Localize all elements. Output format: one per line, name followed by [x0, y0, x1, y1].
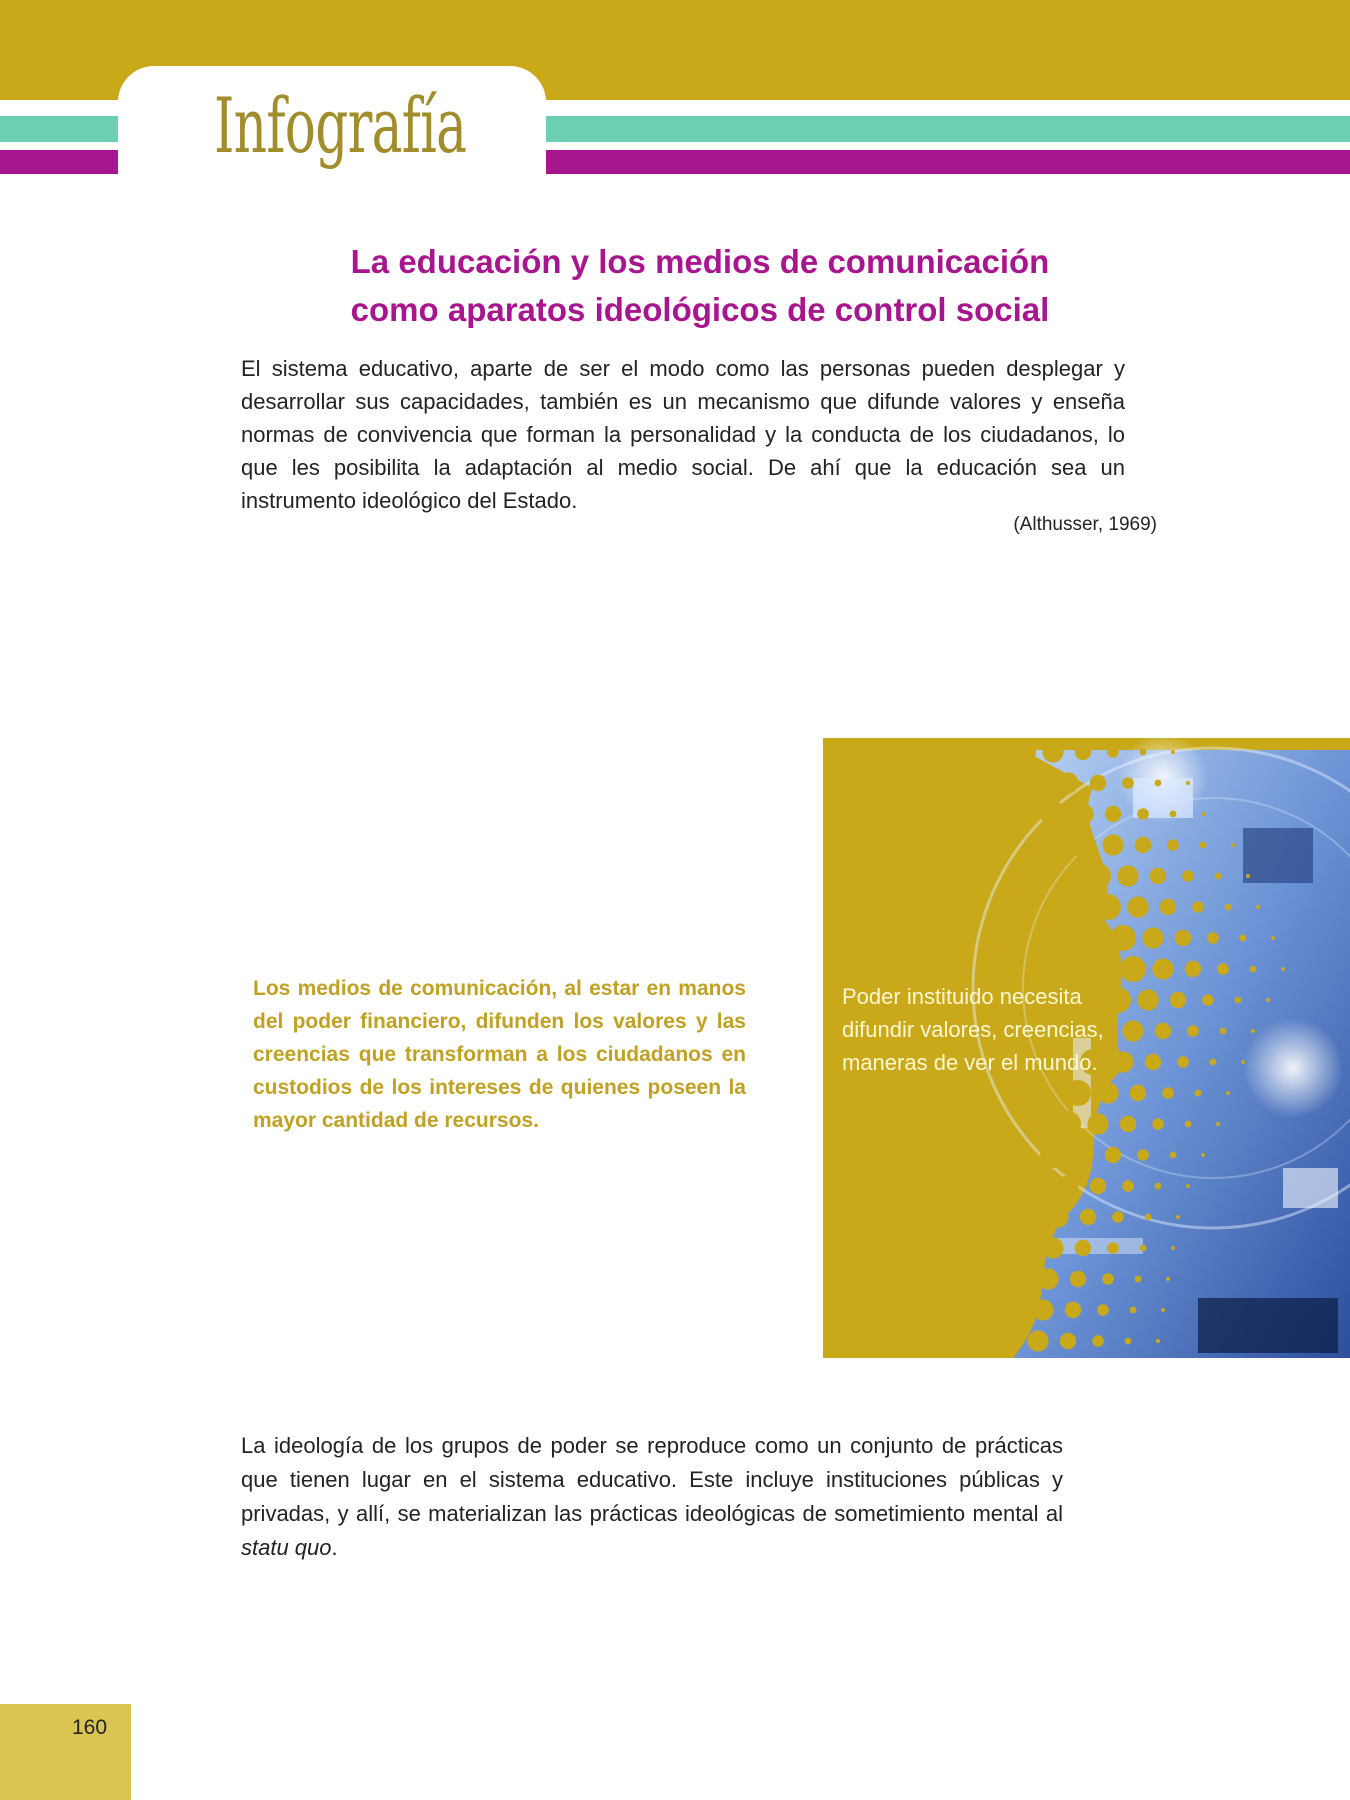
halftone-dot — [1065, 1302, 1081, 1318]
halftone-dot — [1057, 1175, 1078, 1196]
halftone-dot — [1112, 1051, 1133, 1072]
halftone-dot — [1075, 744, 1091, 760]
light-glow-right — [1243, 1018, 1343, 1118]
halftone-dot — [1060, 1333, 1076, 1349]
halftone-dot — [1177, 1056, 1189, 1068]
halftone-dot — [1120, 956, 1146, 982]
halftone-dot — [1040, 1142, 1066, 1168]
halftone-dot — [1220, 1028, 1227, 1035]
media-quote: Los medios de comunicación, al estar en manos del poder financiero, difunden los valores y las creencias que transforman a los ciudadanos en custodios de los intereses de quienes poseen la mayor cantidad de recursos. — [253, 977, 746, 1132]
halftone-dot — [1137, 1149, 1149, 1161]
halftone-dot — [1027, 1330, 1048, 1351]
halftone-dot — [1182, 870, 1194, 882]
halftone-dot — [1072, 803, 1093, 824]
halftone-dot — [1170, 811, 1177, 818]
halftone-dot — [1225, 904, 1232, 911]
closing-italic-term: statu quo — [241, 1535, 332, 1560]
halftone-dot — [1120, 1116, 1136, 1132]
halftone-dot — [1107, 1242, 1119, 1254]
halftone-dot — [1152, 1118, 1164, 1130]
halftone-dot — [1000, 1297, 1026, 1323]
halftone-dot — [1117, 865, 1138, 886]
halftone-dot — [1010, 1235, 1036, 1261]
halftone-dot — [1187, 1025, 1199, 1037]
halftone-dot — [1176, 1215, 1180, 1219]
halftone-dot — [1110, 925, 1136, 951]
halftone-dot — [1166, 1277, 1170, 1281]
halftone-dot — [1005, 1266, 1031, 1292]
halftone-dot — [1226, 1091, 1230, 1095]
halftone-dot — [1140, 1245, 1147, 1252]
section-title: Infografía — [214, 81, 467, 170]
halftone-dot — [1202, 994, 1214, 1006]
halftone-dot — [1097, 1082, 1118, 1103]
closing-text: La ideología de los grupos de poder se reproduce como un conjunto de prácticas que tienen lugar en el sistema educativo. Este incluye instituciones públicas y privadas, y allí, se materializan las prácticas ideológicas de sometimiento mental al — [241, 1433, 1063, 1526]
halftone-dot — [1042, 741, 1063, 762]
halftone-dot — [1167, 839, 1179, 851]
halftone-dot — [1015, 1204, 1041, 1230]
halftone-dot — [1135, 837, 1151, 853]
page-number: 160 — [72, 1716, 108, 1739]
halftone-dot — [1155, 1183, 1162, 1190]
halftone-dot — [1170, 1152, 1177, 1159]
screen-panel — [1243, 828, 1313, 883]
halftone-dot — [1251, 1029, 1255, 1033]
halftone-dot — [1122, 1020, 1143, 1041]
halftone-dot — [1281, 967, 1285, 971]
halftone-dot — [1155, 780, 1162, 787]
info-box-text: Poder instituido necesita difundir valores, creencias, maneras de ver el mundo. — [842, 984, 1104, 1075]
halftone-dot — [1140, 749, 1147, 756]
halftone-dot — [1241, 1060, 1245, 1064]
halftone-dot — [1175, 930, 1191, 946]
halftone-dot — [1097, 1304, 1109, 1316]
halftone-dot — [1047, 1206, 1068, 1227]
halftone-dot — [1210, 1059, 1217, 1066]
halftone-dot — [1070, 832, 1096, 858]
halftone-dot — [1171, 1246, 1175, 1250]
halftone-dot — [1192, 901, 1204, 913]
intro-citation: (Althusser, 1969) — [1013, 514, 1157, 535]
halftone-dot — [1032, 1299, 1053, 1320]
heading-line-1: La educación y los medios de comunicación — [350, 243, 1050, 280]
halftone-dot — [1135, 1276, 1142, 1283]
halftone-dot — [1130, 1085, 1146, 1101]
heading-line-2: como aparatos ideológicos de control social — [350, 291, 1050, 328]
halftone-dot — [1207, 932, 1219, 944]
halftone-dot — [1010, 739, 1036, 765]
halftone-dot — [1240, 935, 1247, 942]
halftone-dot — [1025, 770, 1051, 796]
halftone-dot — [1200, 842, 1207, 849]
halftone-dot — [1125, 1338, 1132, 1345]
halftone-dot — [1201, 1153, 1205, 1157]
halftone-dot — [1246, 874, 1250, 878]
halftone-dot — [1195, 1090, 1202, 1097]
halftone-dot — [1162, 1087, 1174, 1099]
halftone-dot — [1072, 1144, 1093, 1165]
screen-panel — [1198, 1298, 1338, 1353]
halftone-dot — [1055, 1111, 1081, 1137]
halftone-dot — [1087, 1113, 1108, 1134]
halftone-dot — [1065, 1080, 1091, 1106]
halftone-dot — [1102, 834, 1123, 855]
halftone-dot — [1170, 992, 1186, 1008]
halftone-dot — [1090, 775, 1106, 791]
halftone-dot — [1112, 1211, 1124, 1223]
halftone-dot — [1057, 772, 1078, 793]
halftone-dot — [1122, 1180, 1134, 1192]
halftone-dot — [1185, 961, 1201, 977]
page-heading — [230, 238, 1170, 334]
halftone-dot — [1185, 1121, 1192, 1128]
halftone-dot — [1215, 873, 1222, 880]
halftone-dot — [1161, 1308, 1165, 1312]
halftone-dot — [1095, 894, 1121, 920]
halftone-dot — [1150, 868, 1166, 884]
halftone-dot — [1186, 1184, 1190, 1188]
light-bar — [1053, 1238, 1143, 1254]
halftone-dot — [1075, 1240, 1091, 1256]
halftone-dot — [1102, 1273, 1114, 1285]
halftone-dot — [1127, 896, 1148, 917]
halftone-dot — [1216, 1122, 1220, 1126]
closing-period: . — [331, 1535, 338, 1560]
halftone-dot — [1186, 781, 1190, 785]
halftone-dot — [1025, 1173, 1051, 1199]
halftone-dot — [1037, 1268, 1058, 1289]
halftone-dot — [1201, 812, 1205, 816]
halftone-dot — [1090, 1178, 1106, 1194]
page-number-tab — [0, 1704, 131, 1800]
halftone-dot — [1092, 1335, 1104, 1347]
halftone-dot — [1130, 1307, 1137, 1314]
halftone-dot — [1271, 936, 1275, 940]
halftone-dot — [1250, 966, 1257, 973]
halftone-dot — [1105, 1147, 1121, 1163]
halftone-dot — [1122, 777, 1134, 789]
halftone-dot — [1231, 843, 1235, 847]
halftone-dot — [1107, 746, 1119, 758]
halftone-dot — [995, 1328, 1021, 1354]
halftone-dot — [1217, 963, 1229, 975]
halftone-dot — [1145, 1214, 1152, 1221]
halftone-dot — [1070, 1271, 1086, 1287]
halftone-dot — [1171, 750, 1175, 754]
halftone-dot — [1105, 806, 1121, 822]
halftone-dot — [1152, 958, 1173, 979]
halftone-dot — [1160, 899, 1176, 915]
halftone-dot — [1235, 997, 1242, 1004]
halftone-dot — [1040, 801, 1066, 827]
halftone-dot — [1266, 998, 1270, 1002]
halftone-dot — [1256, 905, 1260, 909]
closing-paragraph — [241, 1429, 1063, 1565]
halftone-dot — [1042, 1237, 1063, 1258]
halftone-dot — [1080, 1209, 1096, 1225]
halftone-dot — [1137, 989, 1158, 1010]
infographic-box — [823, 738, 1350, 1358]
halftone-dot — [1142, 927, 1163, 948]
halftone-dot — [1156, 1339, 1160, 1343]
halftone-dot — [1085, 863, 1111, 889]
screen-panel — [1283, 1168, 1338, 1208]
halftone-dot — [1137, 808, 1149, 820]
halftone-dot — [1145, 1054, 1161, 1070]
halftone-dot — [1155, 1023, 1171, 1039]
intro-paragraph: El sistema educativo, aparte de ser el modo como las personas pueden desplegar y desarrollar sus capacidades, también es un mecanismo que difunde valores y enseña normas de convivencia que forman la personalidad y la conducta de los ciudadanos, lo que les posibilita la adaptación al medio social. De ahí que la educación sea un instrumento ideológico del Estado. — [241, 356, 1125, 513]
